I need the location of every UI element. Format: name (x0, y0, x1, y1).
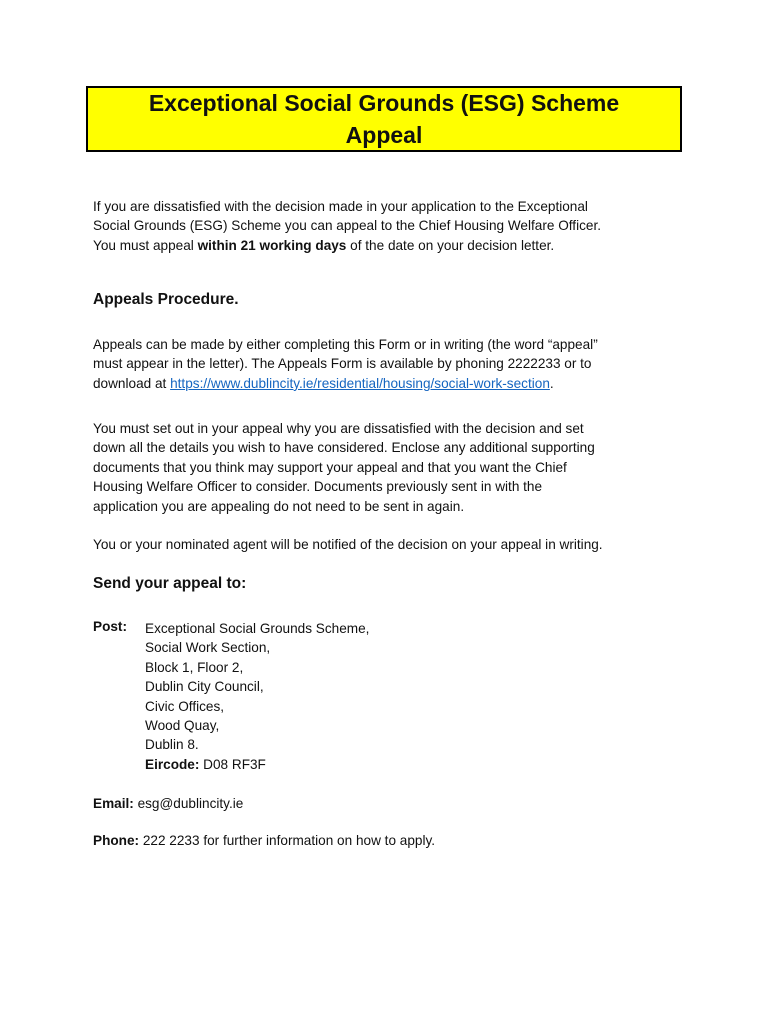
intro-line-1: If you are dissatisfied with the decision made in your application to the Exceptional (93, 199, 588, 214)
address-line: Exceptional Social Grounds Scheme, (145, 621, 370, 636)
appeals-p1-line-3-start: download at (93, 375, 171, 391)
intro-line-3-end: of the date on your decision letter. (346, 237, 555, 253)
intro-line-3 (93, 236, 685, 255)
send-appeal-heading: Send your appeal to: (93, 575, 247, 592)
appeals-p2-line-3: documents that you think may support your appeal and that you want the Chief (93, 459, 567, 475)
appeals-p1-line-3 (93, 374, 685, 393)
title-box (86, 86, 682, 152)
appeals-p2-line-4: Housing Welfare Officer to consider. Documents previously sent in with the (93, 479, 543, 495)
intro-line-2: Social Grounds (ESG) Scheme you can appeal to the Chief Housing Welfare Officer. (93, 218, 602, 234)
phone-value: 222 2233 for further information on how to apply. (139, 833, 436, 848)
address-line: Social Work Section, (145, 640, 271, 656)
appeals-p2-line-2: down all the details you wish to have considered. Enclose any additional supporting (93, 440, 595, 456)
appeals-paragraph-1 (93, 335, 685, 393)
appeals-p2-line-1: You must set out in your appeal why you are dissatisfied with the decision and set (93, 421, 584, 436)
phone-label: Phone: (93, 833, 140, 848)
phone-line (93, 833, 435, 848)
email-line (93, 796, 243, 811)
deadline-emphasis: within 21 working days (197, 237, 347, 253)
intro-paragraph (93, 197, 685, 255)
appeals-p1-line-1: Appeals can be made by either completing this Form or in writing (the word “appeal” (93, 337, 598, 352)
eircode-value: D08 RF3F (199, 756, 266, 772)
email-value: esg@dublincity.ie (133, 796, 244, 811)
appeals-paragraph-3: You or your nominated agent will be notified of the decision on your appeal in writing. (93, 537, 603, 552)
email-label: Email: (93, 796, 134, 811)
intro-line-3-start: You must appeal (93, 237, 198, 253)
appeals-p1-line-3-end: . (549, 375, 554, 391)
appeals-p2-line-5: application you are appealing do not need to be sent in again. (93, 498, 465, 514)
appeals-procedure-heading: Appeals Procedure. (93, 291, 239, 308)
postal-address (145, 619, 369, 774)
appeals-paragraph-2 (93, 419, 685, 516)
address-line: Block 1, Floor 2, (145, 659, 244, 675)
eircode-label: Eircode: (145, 756, 200, 772)
address-line: Dublin 8. (145, 737, 199, 753)
post-label: Post: (93, 619, 127, 634)
appeals-p1-line-2: must appear in the letter). The Appeals Form is available by phoning 2222233 or to (93, 356, 592, 372)
address-line: Wood Quay, (145, 718, 220, 734)
eircode-line (145, 755, 369, 774)
address-line: Civic Offices, (145, 698, 225, 714)
title-line-1: Exceptional Social Grounds (ESG) Scheme (148, 90, 620, 116)
address-line: Dublin City Council, (145, 679, 264, 695)
appeals-form-link[interactable]: https://www.dublincity.ie/residential/housing/social-work-section (170, 375, 550, 391)
title-line-2: Appeal (345, 122, 423, 148)
